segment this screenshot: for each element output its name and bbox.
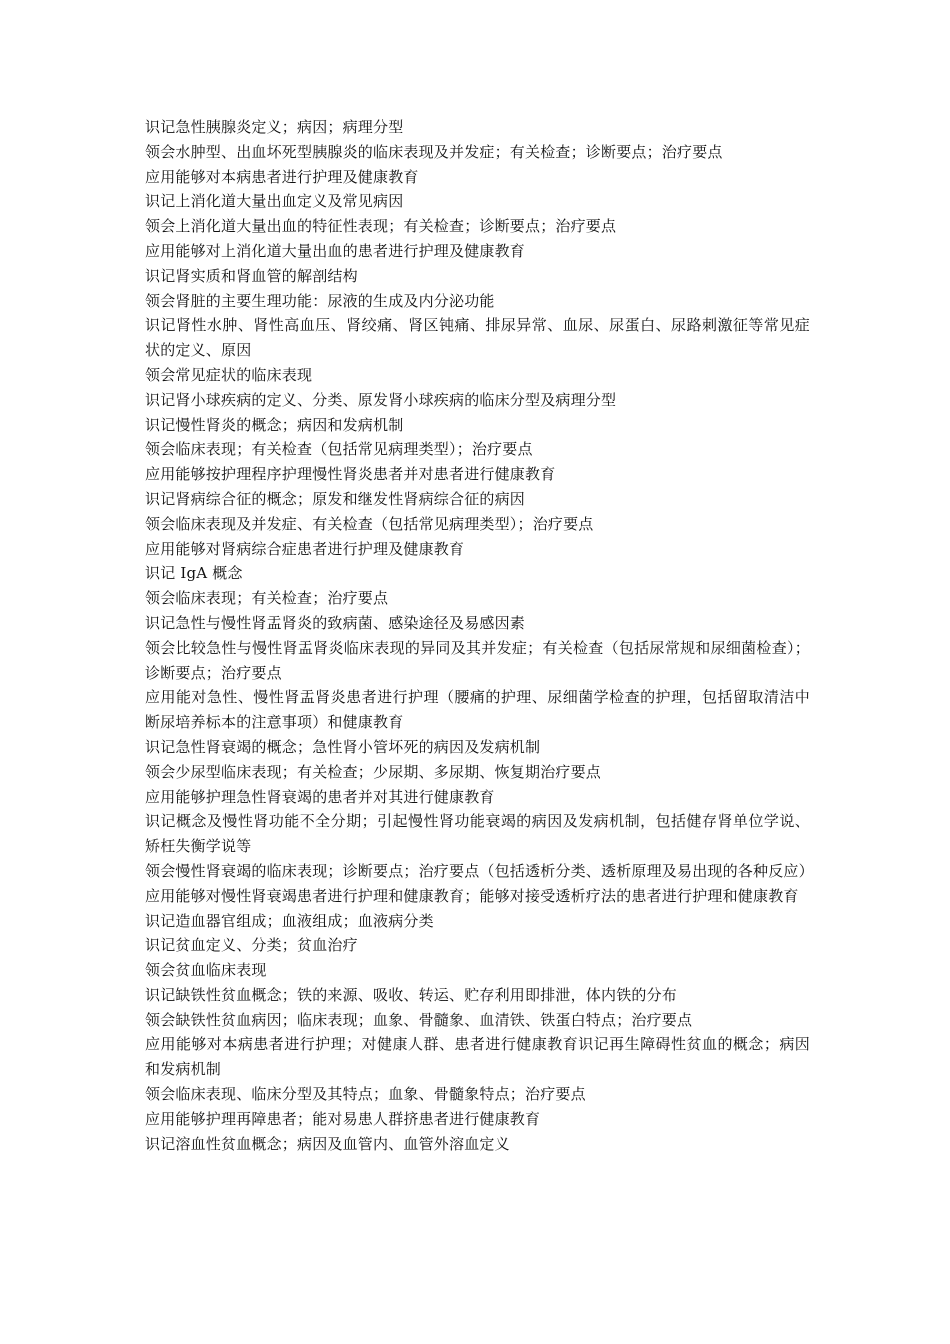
- text-line: 识记急性胰腺炎定义；病因；病理分型: [145, 118, 404, 136]
- text-line: 领会肾脏的主要生理功能：尿液的生成及内分泌功能: [145, 291, 495, 310]
- text-line: 领会临床表现、临床分型及其特点；血象、骨髓象特点；治疗要点: [145, 1085, 586, 1104]
- document-body: [145, 115, 814, 1156]
- text-line: 应用能够对肾病综合症患者进行护理及健康教育: [145, 539, 465, 558]
- text-line: 识记急性肾衰竭的概念；急性肾小管坏死的病因及发病机制: [145, 737, 541, 756]
- text-line: 领会常见症状的临床表现: [145, 365, 313, 384]
- text-line: 应用能够对上消化道大量出血的患者进行护理及健康教育: [145, 241, 526, 260]
- text-line: 识记上消化道大量出血定义及常见病因: [145, 192, 404, 211]
- text-line: 领会临床表现及并发症、有关检查（包括常见病理类型）；治疗要点: [145, 514, 594, 533]
- text-line: 应用能够护理再障患者；能对易患人群挤患者进行健康教育: [145, 1109, 541, 1128]
- text-line: 领会比较急性与慢性肾盂肾炎临床表现的异同及其并发症；有关检查（包括尿常规和尿细菌检查）；诊断要点；治疗要点: [145, 638, 810, 682]
- text-line: 识记 IgA 概念: [145, 564, 243, 583]
- text-line: 领会临床表现；有关检查；治疗要点: [145, 589, 389, 608]
- text-line: 领会临床表现；有关检查（包括常见病理类型）；治疗要点: [145, 440, 533, 459]
- text-line: 应用能够按护理程序护理慢性肾炎患者并对患者进行健康教育: [145, 465, 556, 484]
- text-line: 识记肾病综合征的概念；原发和继发性肾病综合征的病因: [145, 489, 526, 508]
- text-line: 领会上消化道大量出血的特征性表现；有关检查；诊断要点；治疗要点: [145, 217, 617, 236]
- text-line: 应用能够对本病患者进行护理；对健康人群、患者进行健康教育识记再生障碍性贫血的概念；病因和发病机制: [145, 1035, 810, 1079]
- text-line: 识记急性与慢性肾盂肾炎的致病菌、感染途径及易感因素: [145, 613, 526, 632]
- text-line: 识记贫血定义、分类；贫血治疗: [145, 936, 358, 955]
- text-line: 领会少尿型临床表现；有关检查；少尿期、多尿期、恢复期治疗要点: [145, 762, 602, 781]
- text-line: 领会水肿型、出血坏死型胰腺炎的临床表现及并发症；有关检查；诊断要点；治疗要点: [145, 142, 723, 161]
- text-line: 识记慢性肾炎的概念；病因和发病机制: [145, 415, 404, 434]
- text-line: 领会贫血临床表现: [145, 961, 267, 980]
- text-line: 识记肾小球疾病的定义、分类、原发肾小球疾病的临床分型及病理分型: [145, 390, 617, 409]
- text-line: 识记概念及慢性肾功能不全分期；引起慢性肾功能衰竭的病因及发病机制，包括健存肾单位学说、矫枉失衡学说等: [145, 812, 810, 856]
- text-line: 领会慢性肾衰竭的临床表现；诊断要点；治疗要点（包括透析分类、透析原理及易出现的各种反应）: [145, 861, 814, 880]
- text-line: 识记肾实质和肾血管的解剖结构: [145, 266, 358, 285]
- text-line: 应用能对急性、慢性肾盂肾炎患者进行护理（腰痛的护理、尿细菌学检查的护理，包括留取清洁中断尿培养标本的注意事项）和健康教育: [145, 688, 810, 732]
- text-line: 识记肾性水肿、肾性高血压、肾绞痛、肾区钝痛、排尿异常、血尿、尿蛋白、尿路刺激征等常见症状的定义、原因: [145, 316, 810, 360]
- text-line: 识记溶血性贫血概念；病因及血管内、血管外溶血定义: [145, 1134, 510, 1153]
- text-line: 识记造血器官组成；血液组成；血液病分类: [145, 911, 434, 930]
- text-line: 领会缺铁性贫血病因；临床表现；血象、骨髓象、血清铁、铁蛋白特点；治疗要点: [145, 1010, 693, 1029]
- text-line: 应用能够护理急性肾衰竭的患者并对其进行健康教育: [145, 787, 495, 806]
- text-line: 应用能够对慢性肾衰竭患者进行护理和健康教育；能够对接受透析疗法的患者进行护理和健康教育: [145, 886, 799, 905]
- text-line: 识记缺铁性贫血概念；铁的来源、吸收、转运、贮存利用即排泄，体内铁的分布: [145, 985, 678, 1004]
- text-line: 应用能够对本病患者进行护理及健康教育: [145, 167, 419, 186]
